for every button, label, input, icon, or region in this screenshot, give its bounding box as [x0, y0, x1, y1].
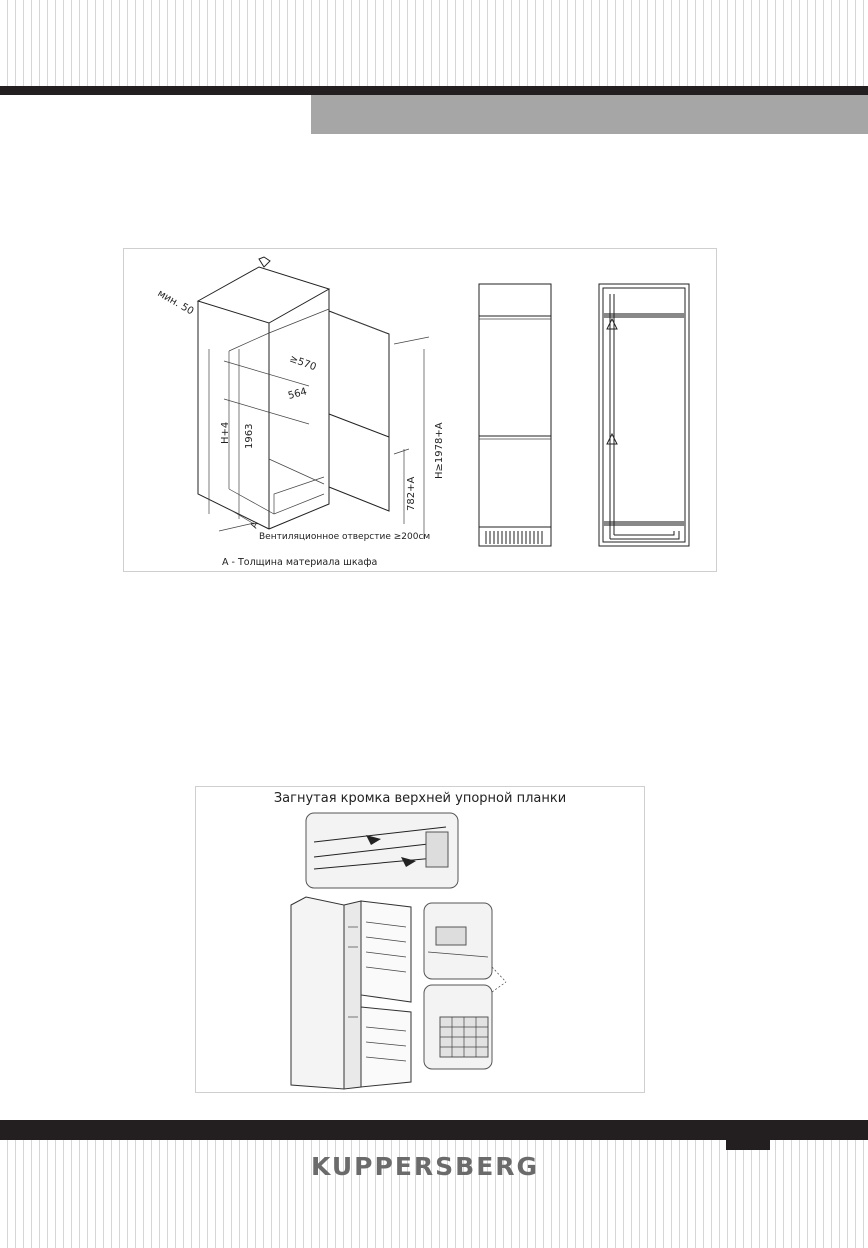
top-strip-detail [306, 813, 458, 888]
ventilation-grille [486, 531, 542, 544]
thickness-legend: A - Толщина материала шкафа [222, 557, 378, 568]
figure-caption: Загнутая кромка верхней упорной планки [273, 791, 567, 806]
width-label: 564 [286, 386, 309, 402]
lower-height-label: 782+A [406, 476, 417, 511]
vent-label: Вентиляционное отверстие ≥200см [259, 532, 431, 542]
brand-logo: KUPPERSBERG [310, 1152, 540, 1181]
cabinet-outline [198, 257, 429, 539]
header-stripe-pattern [0, 0, 868, 86]
height-1963-label: 1963 [244, 423, 255, 449]
header-bar [0, 86, 868, 95]
hinge-detail-upper [424, 903, 492, 979]
open-cabinet [291, 897, 411, 1089]
min-gap-label: мин. 50 [155, 288, 196, 318]
height-total-label: H≥1978+A [434, 422, 445, 479]
airflow-section [599, 284, 689, 546]
depth-min-label: ≥570 [287, 353, 318, 374]
h-plus-label: H+4 [220, 421, 231, 444]
thickness-mark: A [249, 520, 261, 531]
mounting-diagram [196, 787, 644, 1092]
installation-diagram [124, 249, 716, 571]
hinge-detail-lower [424, 985, 492, 1069]
page-number-tab [726, 1132, 770, 1150]
front-elevation [479, 284, 551, 546]
section-banner [311, 95, 868, 134]
installation-dimensions-figure [123, 248, 717, 572]
mounting-details-figure [195, 786, 645, 1093]
